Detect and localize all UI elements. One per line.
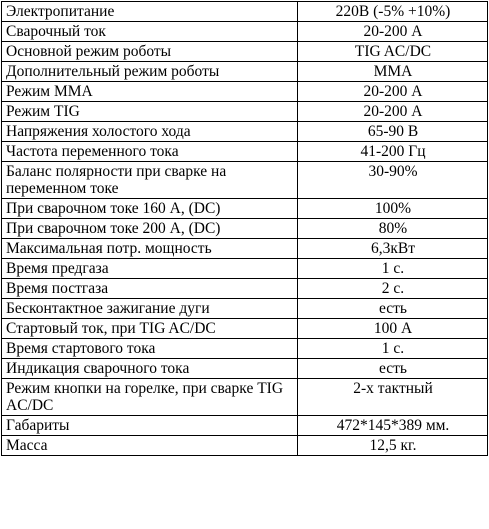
table-row [2,259,488,279]
value-cell: 6,3кВт [298,239,488,259]
table-row [2,219,488,239]
param-cell: При сварочном токе 200 А, (DC) [2,219,298,239]
value-cell: 41-200 Гц [298,142,488,162]
table-row [2,142,488,162]
param-cell: Время стартового тока [2,339,298,359]
table-row [2,279,488,299]
specifications-table-body [2,2,488,456]
param-cell: Бесконтактное зажигание дуги [2,299,298,319]
value-cell: 65-90 В [298,122,488,142]
table-row [2,102,488,122]
param-cell: Время предгаза [2,259,298,279]
param-cell: Электропитание [2,2,298,22]
value-cell: 100% [298,199,488,219]
param-cell: Режим кнопки на горелке, при сварке TIG AC/DC [2,379,298,416]
value-cell: TIG AC/DC [298,42,488,62]
value-cell: есть [298,359,488,379]
param-cell: Напряжения холостого хода [2,122,298,142]
param-cell: При сварочном токе 160 А, (DC) [2,199,298,219]
table-row [2,82,488,102]
value-cell: 472*145*389 мм. [298,416,488,436]
table-row [2,122,488,142]
table-row [2,339,488,359]
value-cell: 20-200 А [298,82,488,102]
value-cell: 220В (-5% +10%) [298,2,488,22]
value-cell: 2-х тактный [298,379,488,416]
value-cell: MMA [298,62,488,82]
param-cell: Стартовый ток, при TIG AC/DC [2,319,298,339]
param-cell: Основной режим роботы [2,42,298,62]
param-cell: Баланс полярности при сварке на переменном токе [2,162,298,199]
param-cell: Режим ММА [2,82,298,102]
param-cell: Время постгаза [2,279,298,299]
value-cell: 80% [298,219,488,239]
param-cell: Режим TIG [2,102,298,122]
table-row [2,436,488,456]
table-row [2,416,488,436]
table-row [2,319,488,339]
value-cell: 30-90% [298,162,488,199]
table-row [2,162,488,199]
param-cell: Дополнительный режим роботы [2,62,298,82]
table-row [2,359,488,379]
param-cell: Частота переменного тока [2,142,298,162]
specifications-table [1,1,488,456]
param-cell: Индикация сварочного тока [2,359,298,379]
table-row [2,199,488,219]
value-cell: 20-200 А [298,22,488,42]
table-row [2,379,488,416]
value-cell: 1 с. [298,339,488,359]
value-cell: 20-200 А [298,102,488,122]
value-cell: 100 А [298,319,488,339]
table-row [2,2,488,22]
param-cell: Максимальная потр. мощность [2,239,298,259]
value-cell: 1 с. [298,259,488,279]
table-row [2,239,488,259]
value-cell: есть [298,299,488,319]
value-cell: 12,5 кг. [298,436,488,456]
value-cell: 2 с. [298,279,488,299]
table-row [2,22,488,42]
table-row [2,299,488,319]
table-row [2,62,488,82]
param-cell: Габариты [2,416,298,436]
param-cell: Масса [2,436,298,456]
table-row [2,42,488,62]
param-cell: Сварочный ток [2,22,298,42]
